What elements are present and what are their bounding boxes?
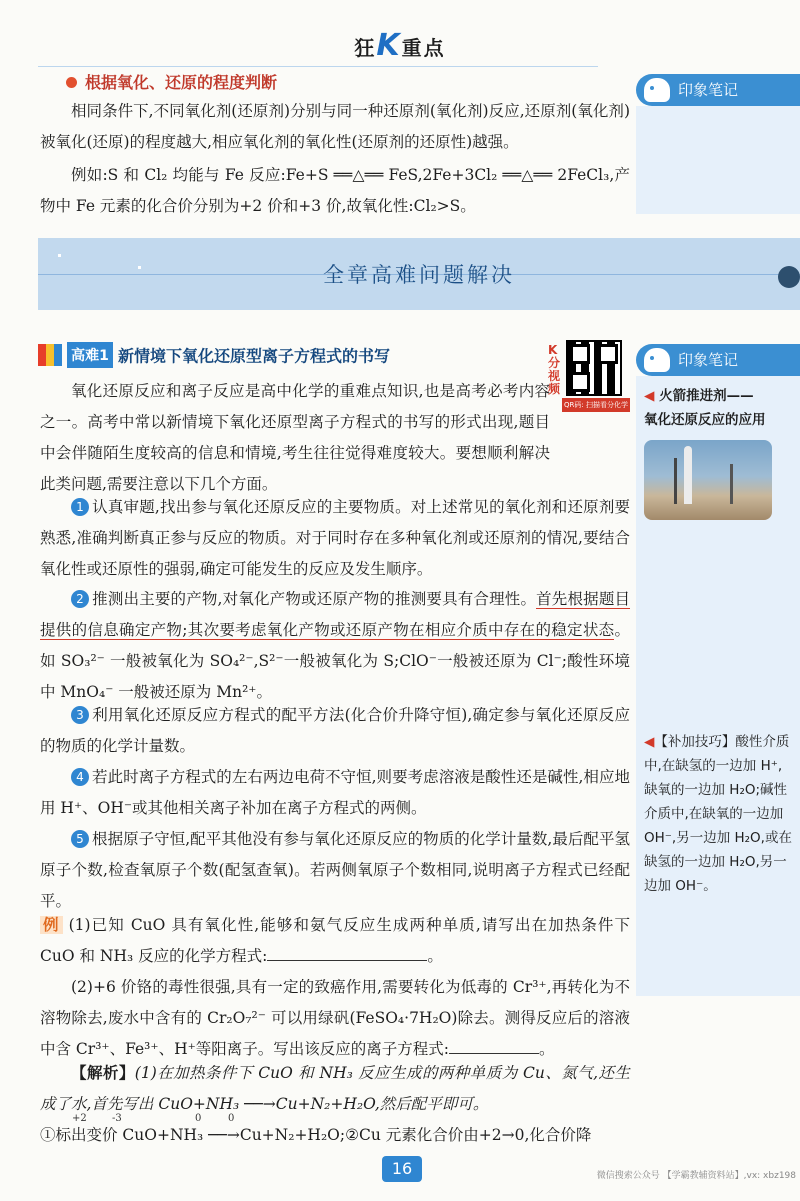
header-logo-pre: 狂 xyxy=(354,36,377,60)
banner-sparkle-icon xyxy=(58,254,61,257)
section-tag: 高难1 xyxy=(67,342,113,368)
qr-code[interactable] xyxy=(548,340,630,420)
section-title-text: 新情境下氧化还原型离子方程式的书写 xyxy=(117,346,390,366)
triangle-icon: ◀ xyxy=(644,734,655,750)
rocket-title: ◀ 火箭推进剂—— xyxy=(644,388,754,404)
side-note-1 xyxy=(636,74,800,214)
book-icon xyxy=(38,344,62,366)
example-tag: 例 xyxy=(40,916,63,934)
answer-blank[interactable] xyxy=(267,960,427,961)
point-2: 2 推测出主要的产物,对氧化产物或还原产物的推测要具有合理性。首先根据题目提供的信息确定产物;其次要考虑氧化产物或还原产物在相应介质中存在的稳定状态。如 SO₃²⁻ 一般被氧化为 SO₄²⁻,S²⁻一般被氧化为 S;ClO⁻一般被还原为 Cl⁻;酸性环境中 MnO₄⁻ 一般被还原为 Mn²⁺。 xyxy=(40,590,630,701)
paragraph: 例如:S 和 Cl₂ 均能与 Fe 反应:Fe+S ══△══ FeS,2Fe+3Cl₂ ══△══ 2FeCl₃,产物中 Fe 元素的化合价分别为+2 价和+3 价,故氧化性:Cl₂>S。 xyxy=(40,166,630,215)
point-4: 4 若此时离子方程式的左右两边电荷不守恒,则要考虑溶液是酸性还是碱性,相应地用 H⁺、OH⁻或其他相关离子补加在离子方程式的两侧。 xyxy=(40,768,630,817)
number-3-icon: 3 xyxy=(71,706,89,724)
number-4-icon: 4 xyxy=(71,768,89,786)
paragraph: 相同条件下,不同氧化剂(还原剂)分别与同一种还原剂(氧化剂)反应,还原剂(氧化剂)被氧化(还原)的程度越大,相应氧化剂的氧化性(还原剂的还原性)越强。 xyxy=(40,102,630,151)
bullet-icon xyxy=(66,77,77,88)
header-rule xyxy=(38,66,598,67)
qr-side-text: K分视频 xyxy=(548,343,561,396)
header-logo-post: 重点 xyxy=(401,36,446,60)
watermark: 微信搜索公众号 【学霸教辅资料站】,vx: xbz198 xyxy=(596,1171,796,1181)
banner-title: 全章高难问题解决 xyxy=(323,263,515,287)
page-number: 16 xyxy=(382,1156,422,1182)
underlined-text: 首先根据题目提供的信息确定产物;其次要考虑氧化产物或还原产物在相应介质中存在的稳定状态 xyxy=(40,590,630,639)
point-1: 1 认真审题,找出参与氧化还原反应的主要物质。对上述常见的氧化剂和还原剂要熟悉,准确判断真正参与反应的物质。对于同时存在多种氧化剂或还原剂的情况,要结合氧化性或还原性的强弱,确定可能发生的反应及发生顺序。 xyxy=(40,498,630,578)
valence-n0: 0 xyxy=(228,1113,235,1124)
solution-tag: 【解析】 xyxy=(71,1064,135,1082)
triangle-icon: ◀ xyxy=(644,388,655,404)
example-1: 例 (1)已知 CuO 具有氧化性,能够和氨气反应生成两种单质,请写出在加热条件下 CuO 和 NH₃ 反应的化学方程式: 。 xyxy=(40,916,630,965)
point-5: 5 根据原子守恒,配平其他没有参与氧化还原反应的物质的化学计量数,最后配平氢原子个数,检查氧原子个数(配氢查氧)。若两侧氧原子个数相同,说明离子方程式已经配平。 xyxy=(40,830,630,910)
section-title xyxy=(38,342,390,368)
solution: 【解析】(1)在加热条件下 CuO 和 NH₃ 反应生成的两种单质为 Cu、氮气,还生成了水,首先写出 CuO+NH₃ ──→Cu+N₂+H₂O,然后配平即可。 xyxy=(40,1064,630,1113)
elephant-icon xyxy=(644,348,670,372)
paragraph-intro: 氧化还原反应和离子反应是高中化学的重难点知识,也是高考必考内容之一。高考中常以新情境下氧化还原型离子方程式的书写的形式出现,题目中会伴随陌生度较高的信息和情境,考生往往觉得难度较大。要想顺利解决此类问题,需要注意以下几个方面。 xyxy=(40,382,550,493)
qr-image xyxy=(566,340,622,396)
number-2-icon: 2 xyxy=(71,590,89,608)
number-5-icon: 5 xyxy=(71,830,89,848)
point-3: 3 利用氧化还原反应方程式的配平方法(化合价升降守恒),确定参与氧化还原反应的物质的化学计量数。 xyxy=(40,706,630,755)
note-box xyxy=(636,106,800,214)
valence-n3: -3 xyxy=(112,1113,122,1124)
note-tab: 印象笔记 xyxy=(636,74,800,106)
tower-icon xyxy=(730,464,733,504)
tower-icon xyxy=(674,458,677,504)
elephant-icon xyxy=(644,78,670,102)
note-tab: 印象笔记 xyxy=(636,344,800,376)
rocket-video-thumbnail[interactable] xyxy=(644,440,772,520)
rocket-icon xyxy=(684,446,692,504)
section-heading: 根据氧化、还原的程度判断 xyxy=(66,70,277,93)
header-logo-k: K xyxy=(376,28,402,63)
note-box xyxy=(636,376,800,996)
valence-cu0: 0 xyxy=(195,1113,202,1124)
tip-text: ◀【补加技巧】酸性介质中,在缺氢的一边加 H⁺,缺氧的一边加 H₂O;碱性介质中,在缺氧的一边加 OH⁻,另一边加 H₂O,或在缺氢的一边加 H₂O,另一边加 OH⁻。 xyxy=(644,734,792,894)
header-logo xyxy=(0,28,800,63)
number-1-icon: 1 xyxy=(71,498,89,516)
solution-step: ①标出变价 CuO+NH₃ ──→Cu+N₂+H₂O;②Cu 元素化合价由+2→0,化合价降 xyxy=(40,1126,592,1144)
qr-caption: QR码: 扫描看分化学 xyxy=(562,398,630,412)
side-note-2 xyxy=(636,344,800,996)
rocket-subtitle: 氧化还原反应的应用 xyxy=(644,412,766,428)
valence-cu2: +2 xyxy=(72,1113,87,1124)
example-2: (2)+6 价铬的毒性很强,具有一定的致癌作用,需要转化为低毒的 Cr³⁺,再转化为不溶物除去,废水中含有的 Cr₂O₇²⁻ 可以用绿矾(FeSO₄·7H₂O)除去。测得反应后的溶液中含 Cr³⁺、Fe³⁺、H⁺等阳离子。写出该反应的离子方程式: 。 xyxy=(40,978,630,1058)
answer-blank[interactable] xyxy=(449,1053,539,1054)
chapter-banner xyxy=(38,238,800,310)
